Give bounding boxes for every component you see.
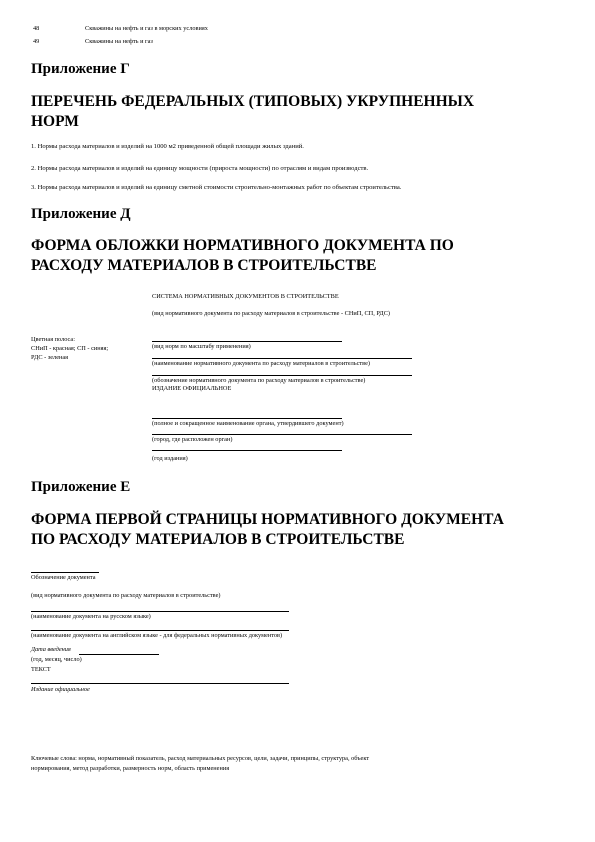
doc-type-hint: (вид нормативного документа по расходу материалов в строительстве - СНиП, СП, РДС) — [152, 310, 390, 317]
appendix-e-title — [31, 510, 576, 550]
intro-date-blank — [79, 654, 159, 655]
norm-list-item: 2. Нормы расхода материалов и изделий на единицу мощности (прироста мощности) по отраслям и видам производств. — [31, 165, 369, 172]
title-line: ПЕРЕЧЕНЬ ФЕДЕРАЛЬНЫХ (ТИПОВЫХ) УКРУПНЕННЫХ — [31, 93, 475, 110]
blank-line — [31, 630, 289, 631]
color-stripe-note — [31, 335, 108, 362]
system-label: СИСТЕМА НОРМАТИВНЫХ ДОКУМЕНТОВ В СТРОИТЕЛЬСТВЕ — [152, 293, 339, 300]
row-number: 48 — [33, 25, 40, 32]
color-note-line: РДС - зеленая — [31, 354, 69, 361]
appendix-g-heading: Приложение Г — [31, 61, 130, 77]
text-label: ТЕКСТ — [31, 666, 51, 673]
year-hint: (год издания) — [152, 455, 188, 462]
edition-label: ИЗДАНИЕ ОФИЦИАЛЬНОЕ — [152, 385, 232, 392]
blank-line — [152, 375, 412, 376]
blank-line — [152, 450, 342, 451]
name-en-hint: (наименование документа на английском языке - для федеральных нормативных документов) — [31, 632, 283, 639]
norm-list-item: 3. Нормы расхода материалов и изделий на единицу сметной стоимости строительно-монтажных работ по объектам строительства. — [31, 184, 402, 191]
row-text: Скважины на нефть и газ — [85, 38, 153, 45]
appendix-d-title — [31, 236, 571, 276]
blank-line — [152, 341, 342, 342]
title-line: НОРМ — [31, 113, 79, 130]
title-line: ФОРМА ОБЛОЖКИ НОРМАТИВНОГО ДОКУМЕНТА ПО — [31, 237, 454, 254]
name-ru-hint: (наименование документа на русском языке) — [31, 613, 151, 620]
color-note-line: Цветная полоса: — [31, 336, 75, 343]
doc-name-hint: (наименование нормативного документа по расходу материалов в строительстве) — [152, 360, 371, 367]
keywords-line: нормирования, метод разработки, размерность норм, область применения — [31, 765, 230, 772]
intro-date-hint: (год, месяц, число) — [31, 656, 82, 663]
official-edition-label: Издание официальное — [31, 686, 90, 693]
appendix-e-heading: Приложение Е — [31, 479, 131, 495]
doc-designation-hint: (обозначение нормативного документа по расходу материалов в строительстве) — [152, 377, 366, 384]
city-hint: (город, где расположен орган) — [152, 436, 233, 443]
blank-line — [152, 418, 342, 419]
intro-date-label: Дата введения — [31, 646, 71, 653]
title-line: ФОРМА ПЕРВОЙ СТРАНИЦЫ НОРМАТИВНОГО ДОКУМЕНТА — [31, 511, 504, 528]
blank-line — [152, 434, 412, 435]
color-note-line: СНиП - красная; СП - синяя; — [31, 345, 109, 352]
appendix-g-title — [31, 92, 571, 132]
org-hint: (полное и сокращенное наименование органа, утвердившего документ) — [152, 420, 344, 427]
title-line: ПО РАСХОДУ МАТЕРИАЛОВ В СТРОИТЕЛЬСТВЕ — [31, 531, 405, 548]
row-number: 49 — [33, 38, 40, 45]
blank-line — [152, 358, 412, 359]
blank-line — [31, 683, 289, 684]
keywords-line: Ключевые слова: норма, нормативный показатель, расход материальных ресурсов, цели, задачи, принципы, структура, объект — [31, 755, 370, 762]
title-line: РАСХОДУ МАТЕРИАЛОВ В СТРОИТЕЛЬСТВЕ — [31, 257, 377, 274]
row-text: Скважины на нефть и газ в морских условиях — [85, 25, 208, 32]
doc-type-hint: (вид нормативного документа по расходу материалов в строительстве) — [31, 592, 221, 599]
norm-type-hint: (вид норм по масштабу применения) — [152, 343, 251, 350]
designation-hint: Обозначение документа — [31, 574, 96, 581]
blank-line — [31, 611, 289, 612]
norm-list-item: 1. Нормы расхода материалов и изделий на 1000 м2 приведенной общей площади жилых зданий. — [31, 143, 304, 150]
appendix-d-heading: Приложение Д — [31, 206, 131, 222]
blank-line — [31, 572, 99, 573]
